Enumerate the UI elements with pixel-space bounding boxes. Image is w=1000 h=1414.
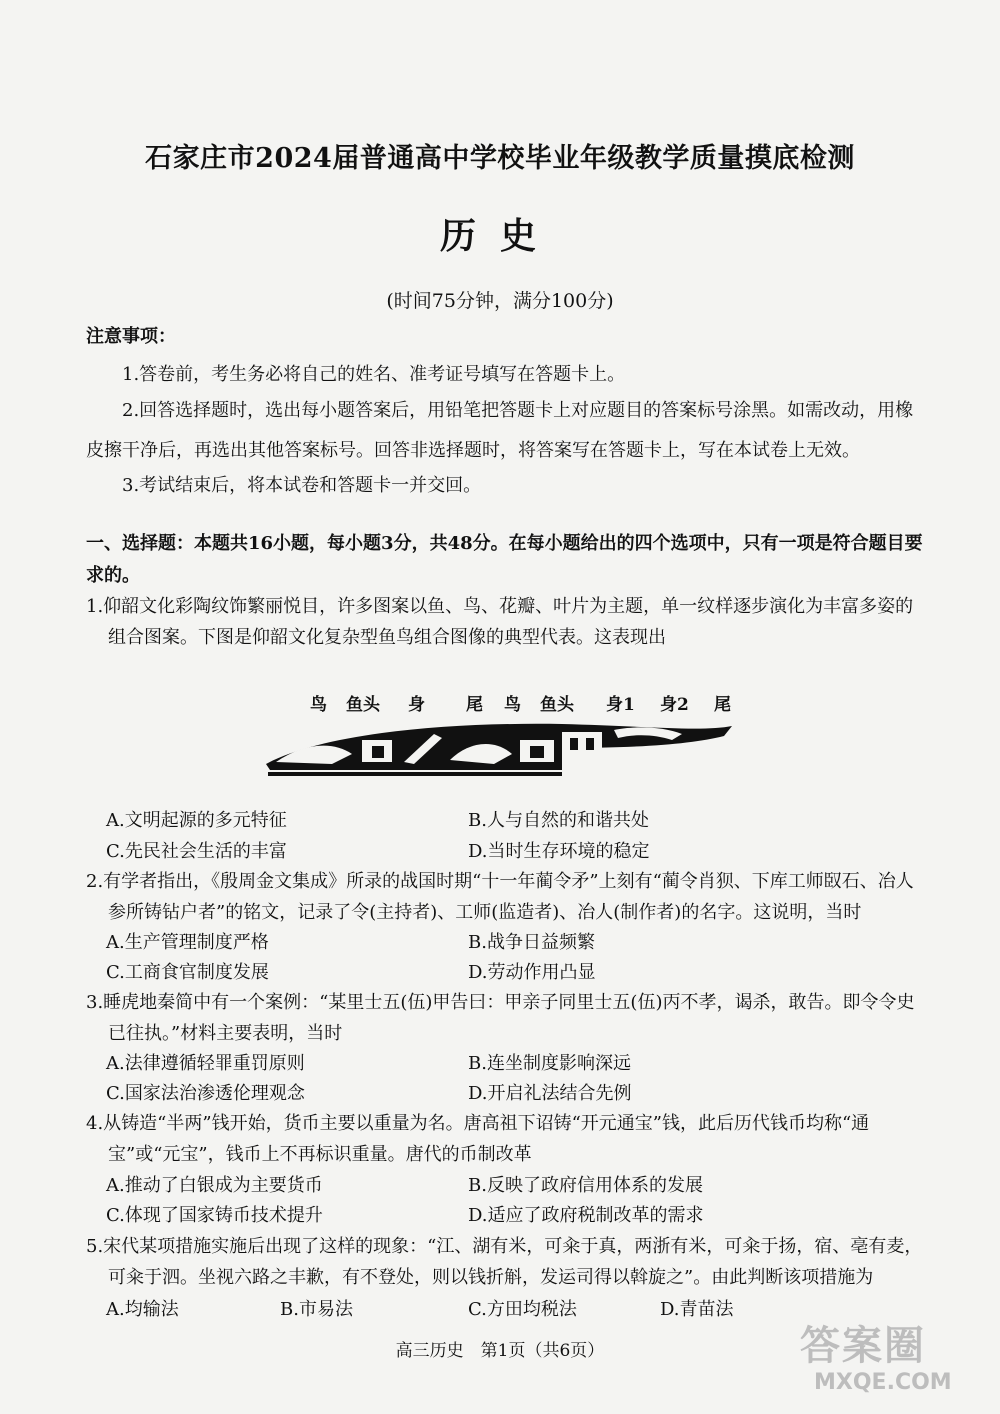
- question-2-option-b[interactable]: B.战争日益频繁: [468, 932, 595, 953]
- question-2-options-row-1: [106, 928, 926, 958]
- figure-label: 身: [408, 695, 425, 715]
- question-4-options-row-2: [106, 1201, 926, 1231]
- question-2-option-c[interactable]: C.工商食官制度发展: [106, 962, 269, 983]
- figure-label: 鸟: [310, 695, 327, 715]
- fish-bird-pattern-figure: [262, 714, 742, 778]
- question-1-option-a[interactable]: A.文明起源的多元特征: [106, 810, 287, 831]
- page-footer: 高三历史 第1页（共6页）: [395, 1341, 605, 1361]
- question-3-option-a[interactable]: A.法律遵循轻罪重罚原则: [106, 1053, 305, 1074]
- notice-item-2: 2.回答选择题时，选出每小题答案后，用铅笔把答题卡上对应题目的答案标号涂黑。如需改动，用橡皮擦干净后，再选出其他答案标号。回答非选择题时，将答案写在答题卡上，写在本试卷上无效。: [86, 400, 914, 461]
- question-1-option-d[interactable]: D.当时生存环境的稳定: [468, 841, 650, 862]
- figure-label: 鱼头: [540, 695, 574, 715]
- notice-heading: 注意事项：: [86, 326, 176, 347]
- figure-label: 尾: [466, 695, 483, 715]
- question-5-stem: 5.宋代某项措施实施后出现了这样的现象：“江、湖有米，可籴于真，两浙有米，可籴于扬，宿、亳有麦，可籴于泗。坐视六路之丰歉，有不登处，则以钱折斛，发运司得以斡旋之”。由此判断该项措施为: [86, 1236, 923, 1288]
- question-4-options-row-1: [106, 1171, 926, 1201]
- question-5-option-b[interactable]: B.市易法: [280, 1299, 353, 1320]
- question-1-option-c[interactable]: C.先民社会生活的丰富: [106, 841, 287, 862]
- figure-label: 鸟: [504, 695, 521, 715]
- figure-label: 尾: [714, 695, 731, 715]
- question-4-option-b[interactable]: B.反映了政府信用体系的发展: [468, 1175, 703, 1196]
- section-heading: 一、选择题：本题共16小题，每小题3分，共48分。在每小题给出的四个选项中，只有一项是符合题目要求的。: [86, 533, 923, 586]
- exam-title: 石家庄市2024届普通高中学校毕业年级教学质量摸底检测: [145, 143, 855, 174]
- question-1-options-row-1: [106, 806, 926, 836]
- question-2-option-a[interactable]: A.生产管理制度严格: [106, 932, 269, 953]
- question-5-option-d[interactable]: D.青苗法: [660, 1299, 734, 1320]
- notice-item-3: 3.考试结束后，将本试卷和答题卡一并交回。: [122, 475, 482, 496]
- question-2-stem: 2.有学者指出，《殷周金文集成》所录的战国时期“十一年蔺令矛”上刻有“蔺令肖狈、下库工师臤石、冶人参所铸钻户者”的铭文，记录了令(主持者)、工师(监造者)、冶人(制作者)的名字。这说明，当时: [86, 871, 914, 923]
- question-3-options-row-2: [106, 1079, 926, 1109]
- question-4-option-d[interactable]: D.适应了政府税制改革的需求: [468, 1205, 704, 1226]
- question-3-option-c[interactable]: C.国家法治渗透伦理观念: [106, 1083, 305, 1104]
- question-2-option-d[interactable]: D.劳动作用凸显: [468, 962, 596, 983]
- notice-item-1: 1.答卷前，考生务必将自己的姓名、准考证号填写在答题卡上。: [122, 364, 626, 385]
- question-4-stem: 4.从铸造“半两”钱开始，货币主要以重量为名。唐高祖下诏铸“开元通宝”钱，此后历代钱币均称“通宝”或“元宝”，钱币上不再标识重量。唐代的币制改革: [86, 1113, 870, 1165]
- figure-label: 身1: [606, 695, 635, 715]
- watermark-text: 答案圈: [800, 1323, 926, 1369]
- exam-time-info: (时间75分钟，满分100分): [386, 290, 614, 312]
- question-3-option-b[interactable]: B.连坐制度影响深远: [468, 1053, 631, 1074]
- question-1-options-row-2: [106, 837, 926, 867]
- question-2-options-row-2: [106, 958, 926, 988]
- question-4-option-a[interactable]: A.推动了白银成为主要货币: [106, 1175, 323, 1196]
- question-1-stem: 1.仰韶文化彩陶纹饰繁丽悦目，许多图案以鱼、鸟、花瓣、叶片为主题，单一纹样逐步演化为丰富多姿的组合图案。下图是仰韶文化复杂型鱼鸟组合图像的典型代表。这表现出: [86, 596, 914, 648]
- question-3-options-row-1: [106, 1049, 926, 1079]
- question-5-option-a[interactable]: A.均输法: [106, 1299, 179, 1320]
- question-4-option-c[interactable]: C.体现了国家铸币技术提升: [106, 1205, 323, 1226]
- question-1-option-b[interactable]: B.人与自然的和谐共处: [468, 810, 649, 831]
- question-3-stem: 3.睡虎地秦简中有一个案例：“某里士五(伍)甲告曰：甲亲子同里士五(伍)丙不孝，谒杀，敢告。即令令史已往执。”材料主要表明，当时: [86, 992, 915, 1044]
- question-5-option-c[interactable]: C.方田均税法: [468, 1299, 577, 1320]
- figure-label: 身2: [660, 695, 689, 715]
- watermark-logo: [800, 1310, 990, 1400]
- subject-title: 历史: [439, 215, 560, 257]
- question-3-option-d[interactable]: D.开启礼法结合先例: [468, 1083, 632, 1104]
- figure-label: 鱼头: [346, 695, 380, 715]
- watermark-url: MXQE.COM: [814, 1370, 952, 1395]
- figure-labels: [300, 690, 740, 714]
